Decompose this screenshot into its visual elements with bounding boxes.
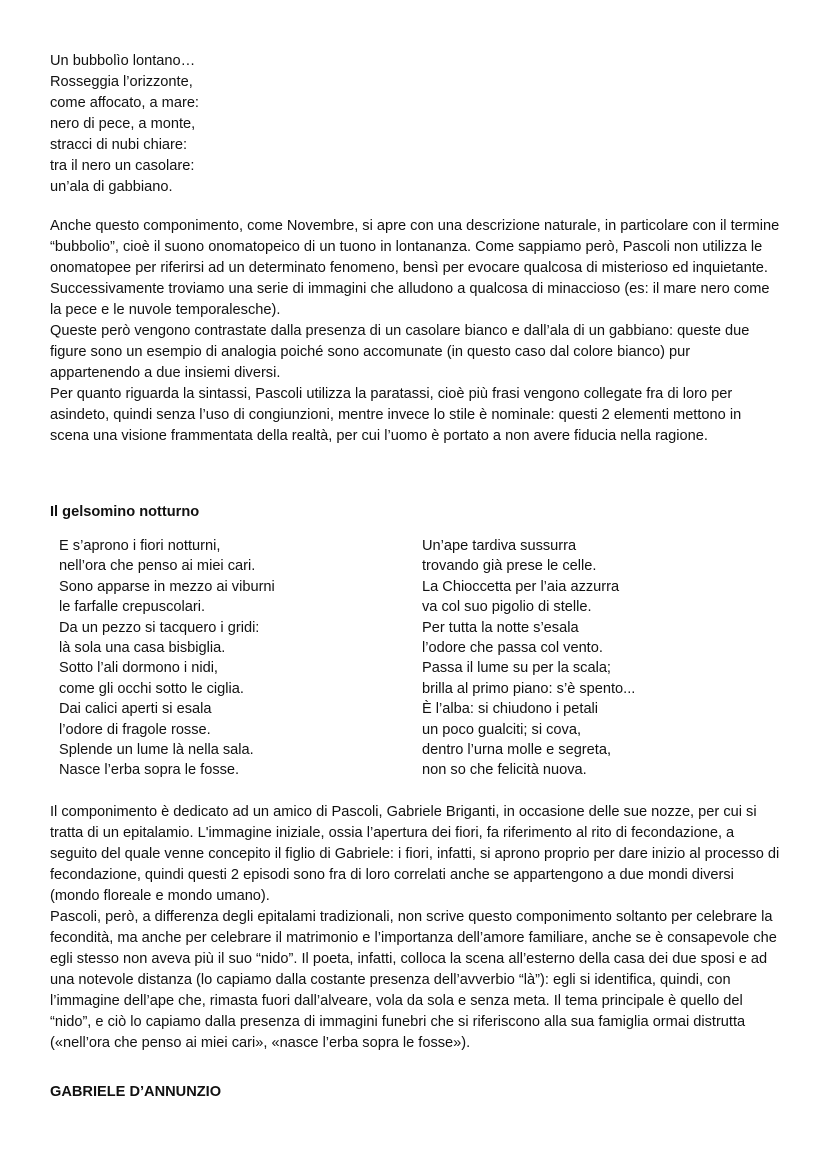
poem-gelsomino-left-column bbox=[59, 536, 389, 781]
poem-line: Dai calici aperti si esala bbox=[59, 701, 212, 718]
poem-line: tra il nero un casolare: bbox=[50, 158, 195, 174]
poem-line: Da un pezzo si tacquero i gridi: bbox=[59, 619, 260, 636]
paragraph: Pascoli, però, a differenza degli epitalami tradizionali, non scrive questo componimento soltanto per celebrare la fecondità, ma anche per celebrare il matrimonio e l’importanza dell’amore familiare, anche se è consapevole che egli stesso non aveva più il suo “nido”. Il poeta, infatti, colloca la scena all’esterno della casa dei due sposi e ad una notevole distanza (lo capiamo dalla costante presenza dell’avverbio “là”): egli si identifica, quindi, con l’immagine dell’ape che, rimasta fuori dall’alveare, vola da sola e senza meta. Il tema principale è quello del “nido”, e ciò lo capiamo dalla presenza di immagini funebri che si riferiscono alla sua famiglia ormai distrutta («nell’ora che penso ai miei cari», «nasce l’erba sopra le fosse»). bbox=[50, 909, 777, 1051]
poem-line: E s’aprono i fiori notturni, bbox=[59, 538, 221, 554]
poem-line: l’odore di fragole rosse. bbox=[59, 721, 211, 738]
poem-line: Un bubbolìo lontano… bbox=[50, 53, 196, 69]
poem-line: l’odore che passa col vento. bbox=[422, 640, 603, 657]
poem-line: Passa il lume su per la scala; bbox=[422, 660, 611, 677]
poem-line: come gli occhi sotto le ciglia. bbox=[59, 680, 244, 697]
poem-line: La Chioccetta per l’aia azzurra bbox=[422, 578, 620, 595]
poem-line: le farfalle crepuscolari. bbox=[59, 599, 206, 616]
poem-line: Sotto l’ali dormono i nidi, bbox=[59, 660, 218, 677]
paragraph: Il componimento è dedicato ad un amico di Pascoli, Gabriele Briganti, in occasione delle sue nozze, per cui si tratta di un epitalamio. L'immagine iniziale, ossia l’apertura dei fiori, fa riferimento al rito di fecondazione, a seguito del quale venne concepito il figlio di Gabriele: i fiori, infatti, si aprono proprio per dare inizio al processo di fecondazione, quindi questi 2 episodi sono fra di loro correlati anche se appartengono a due mondi diversi (mondo floreale e mondo umano). bbox=[50, 804, 780, 904]
poem-line: nero di pece, a monte, bbox=[50, 116, 196, 132]
poem-line: stracci di nubi chiare: bbox=[50, 137, 188, 153]
poem-line: È l’alba: si chiudono i petali bbox=[422, 701, 599, 718]
paragraph: Anche questo componimento, come Novembre, si apre con una descrizione naturale, in particolare con il termine “bubbolio”, cioè il suono onomatopeico di un tuono in lontananza. Come sappiamo però, Pascoli non utilizza le onomatopee per riferirsi ad un determinato fenomeno, bensì per evocare qualcosa di misterioso ed inquietante. Successivamente troviamo una serie di immagini che alludono a qualcosa di minaccioso (es: il mare nero come la pece e le nuvole temporalesche). bbox=[50, 218, 780, 318]
poem-line: dentro l’urna molle e segreta, bbox=[422, 742, 612, 759]
section-heading-dannunzio: GABRIELE D’ANNUNZIO bbox=[50, 1084, 222, 1100]
poem-gelsomino-right-column bbox=[422, 536, 752, 781]
poem-line: come affocato, a mare: bbox=[50, 95, 199, 111]
paragraph: Queste però vengono contrastate dalla presenza di un casolare bianco e dall’ala di un gabbiano: queste due figure sono un esempio di analogia poiché sono accomunate (in questo caso dal colore bianco) pur appartenendo a due insiemi diversi. bbox=[50, 323, 750, 381]
poem-line: Rosseggia l’orizzonte, bbox=[50, 74, 193, 90]
poem-line: Un’ape tardiva sussurra bbox=[422, 538, 577, 554]
poem-line: non so che felicità nuova. bbox=[422, 762, 587, 779]
poem-temporale bbox=[50, 51, 410, 198]
section-heading-gelsomino: Il gelsomino notturno bbox=[50, 504, 200, 520]
poem-line: Nasce l’erba sopra le fosse. bbox=[59, 762, 240, 779]
poem-line: Sono apparse in mezzo ai viburni bbox=[59, 578, 275, 595]
poem-line: Per tutta la notte s’esala bbox=[422, 619, 579, 636]
poem-line: Splende un lume là nella sala. bbox=[59, 742, 254, 759]
analysis-gelsomino bbox=[50, 802, 785, 1054]
analysis-temporale bbox=[50, 216, 780, 447]
poem-line: va col suo pigolio di stelle. bbox=[422, 599, 592, 616]
poem-line: trovando già prese le celle. bbox=[422, 558, 597, 575]
poem-line: un’ala di gabbiano. bbox=[50, 179, 173, 195]
poem-line: un poco gualciti; si cova, bbox=[422, 721, 581, 738]
poem-line: là sola una casa bisbiglia. bbox=[59, 640, 226, 657]
poem-line: brilla al primo piano: s’è spento... bbox=[422, 680, 636, 697]
poem-line: nell’ora che penso ai miei cari. bbox=[59, 558, 256, 575]
paragraph: Per quanto riguarda la sintassi, Pascoli utilizza la paratassi, cioè più frasi vengono collegate fra di loro per asindeto, quindi senza l’uso di congiunzioni, mentre invece lo stile è nominale: questi 2 elementi mettono in scena una visione frammentata della realtà, per cui l’uomo è portato a non avere fiducia nella ragione. bbox=[50, 386, 742, 444]
